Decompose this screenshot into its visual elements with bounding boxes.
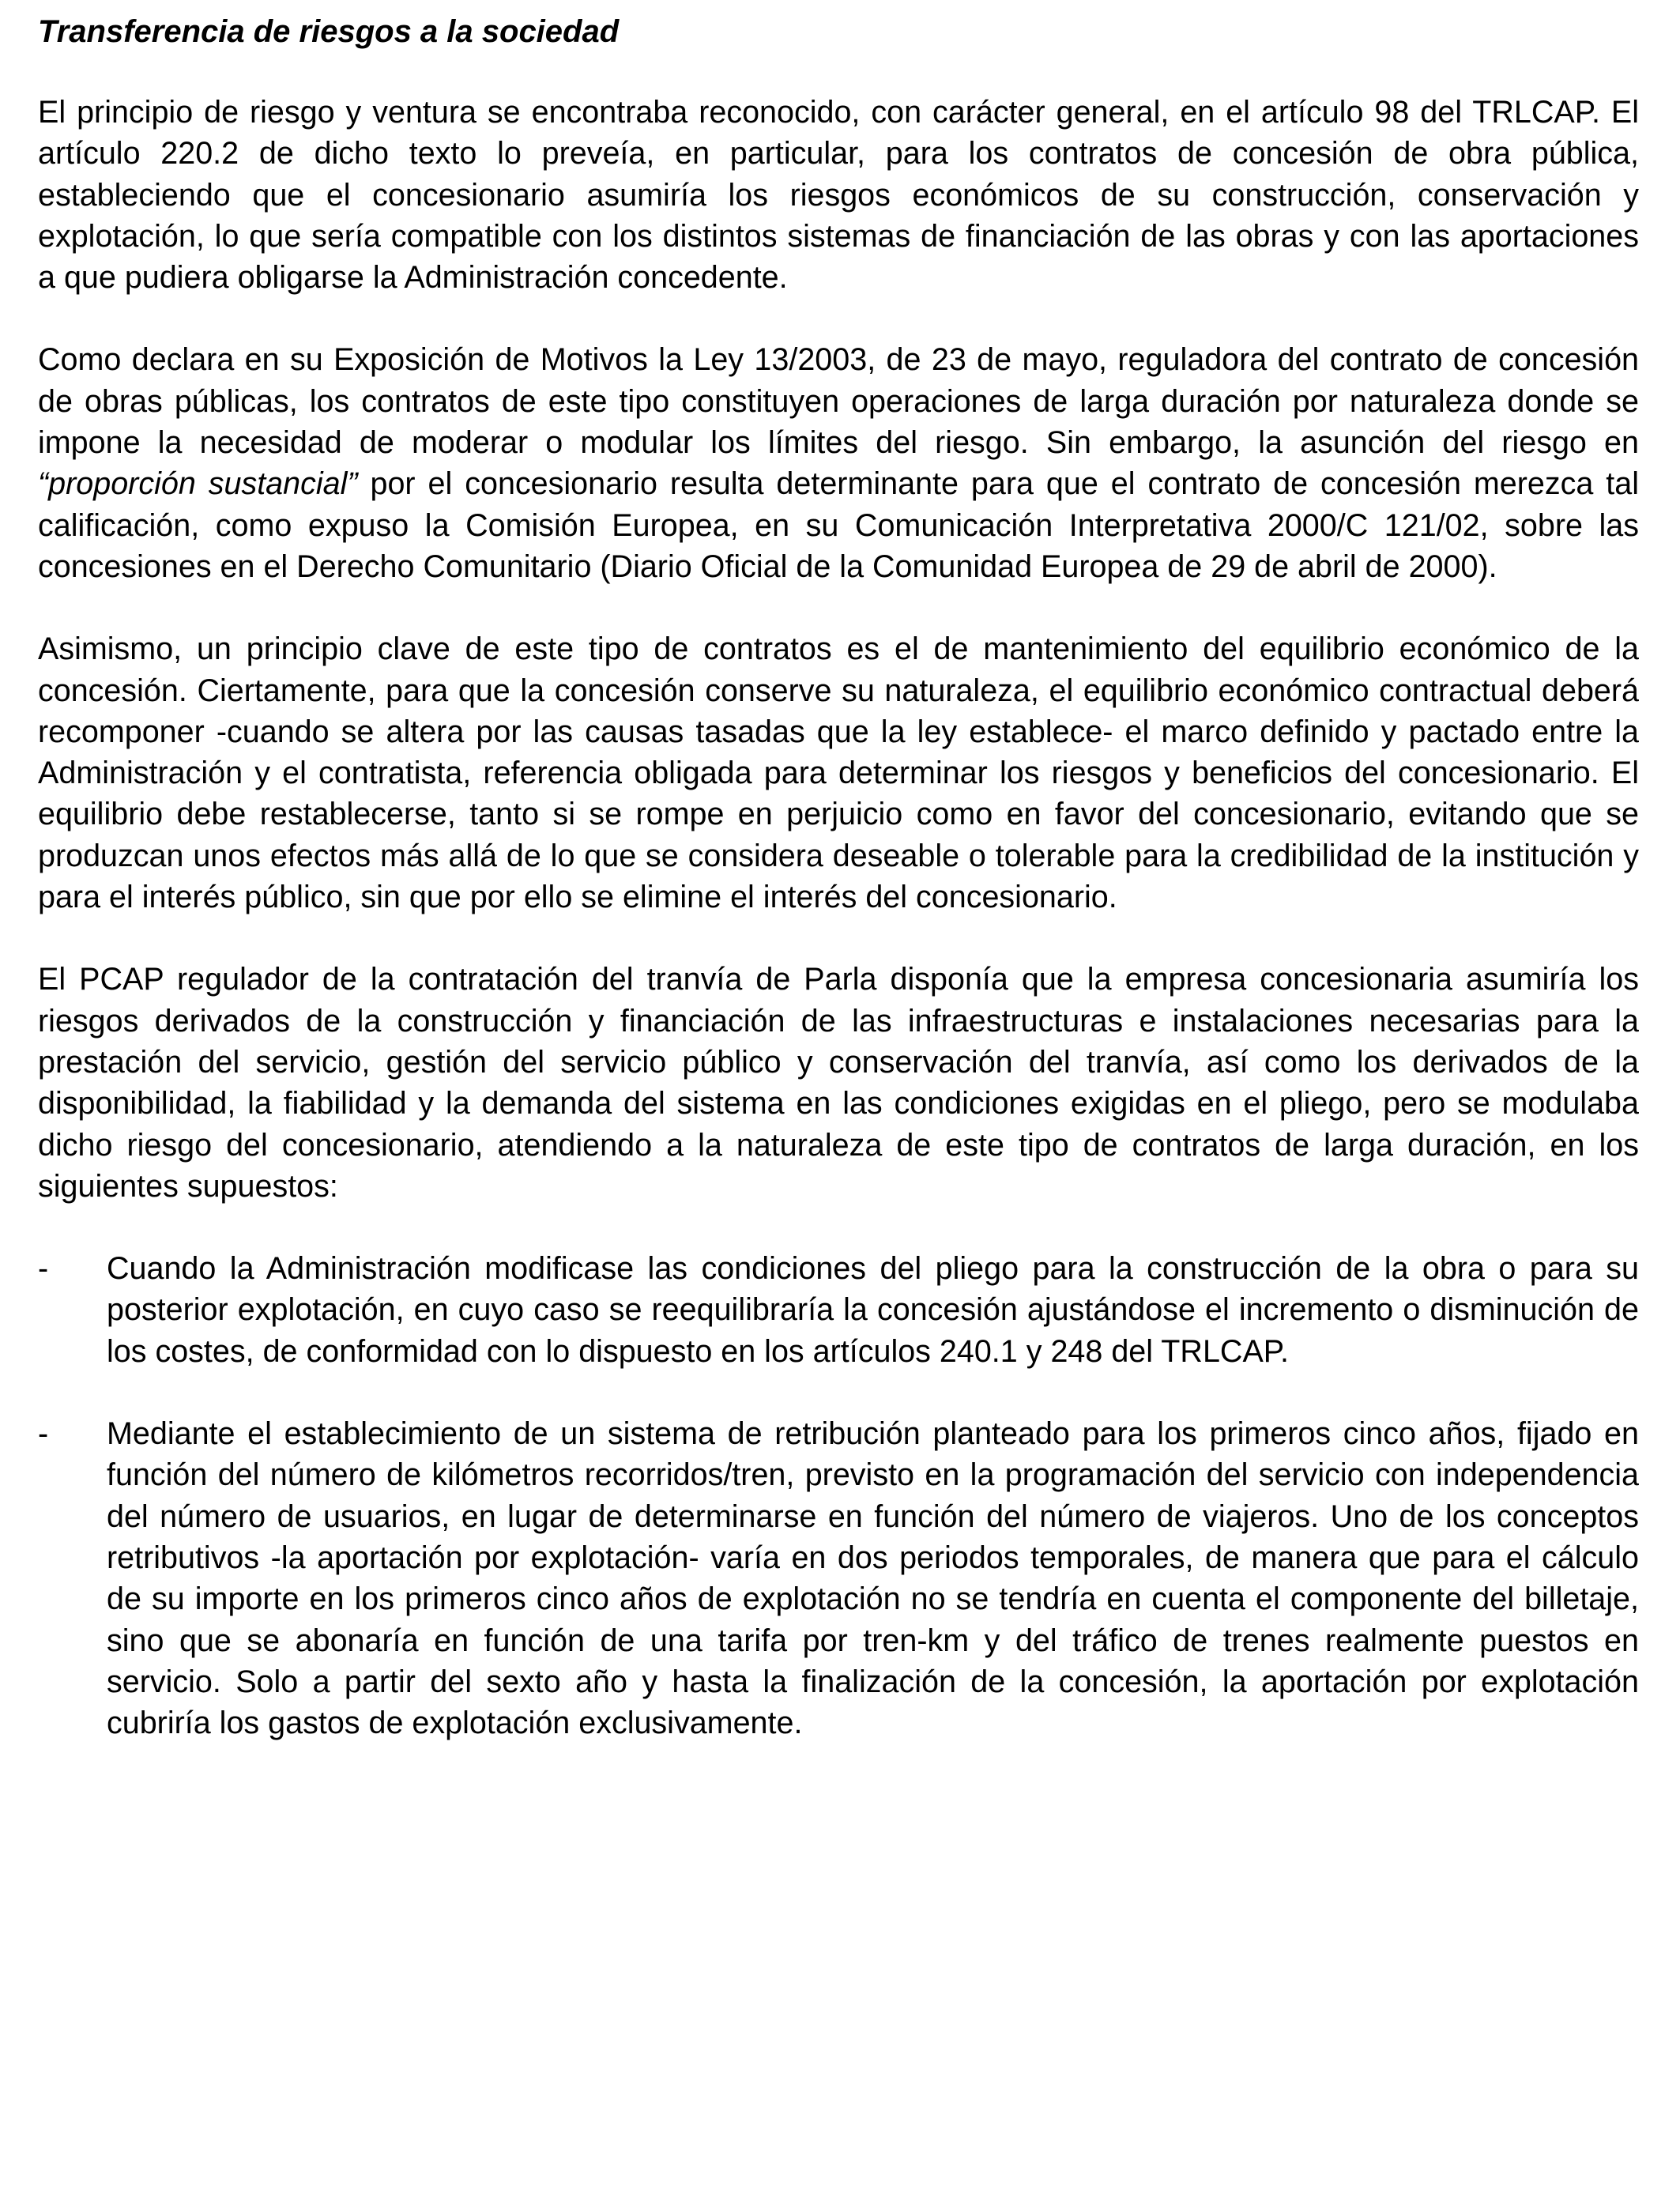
paragraph-text: por el concesionario resulta determinante para que el contrato de concesión merezca tal calificación, como expuso la Comisión Europea, en su Comunicación Interpretativa 2000/C 121/02, sobre las concesiones en el Derecho Comunitario (Diario Oficial de la Comunidad Europea de 29 de abril de 2000). (38, 466, 1639, 584)
paragraph-pcap: El PCAP regulador de la contratación del tranvía de Parla disponía que la empresa concesionaria asumiría los riesgos derivados de la construcción y financiación de las infraestructuras e instalaciones necesarias para la prestación del servicio, gestión del servicio público y conservación del tranvía, así como los derivados de la disponibilidad, la fiabilidad y la demanda del sistema en las condiciones exigidas en el pliego, pero se modulaba dicho riesgo del concesionario, atendiendo a la naturaleza de este tipo de contratos de larga duración, en los siguientes supuestos: (38, 962, 1639, 1204)
bullet-text: Mediante el establecimiento de un sistema de retribución planteado para los primeros cinco años, fijado en función del número de kilómetros recorridos/tren, previsto en la programación del servicio con independencia del número de usuarios, en lugar de determinarse en función del número de viajeros. Uno de los conceptos retributivos -la aportación por explotación- varía en dos periodos temporales, de manera que para el cálculo de su importe en los primeros cinco años de explotación no se tendría en cuenta el componente del billetaje, sino que se abonaría en función de una tarifa por tren-km y del tráfico de trenes realmente puestos en servicio. Solo a partir del sexto año y hasta la finalización de la concesión, la aportación por explotación cubriría los gastos de explotación exclusivamente. (107, 1416, 1639, 1741)
bullet-item (38, 1413, 1639, 1744)
bullet-item (38, 1248, 1639, 1372)
paragraph-equilibrio: Asimismo, un principio clave de este tipo de contratos es el de mantenimiento del equilibrio económico de la concesión. Ciertamente, para que la concesión conserve su naturaleza, el equilibrio económico contractual deberá recomponer -cuando se altera por las causas tasadas que la ley establece- el marco definido y pactado entre la Administración y el contratista, referencia obligada para determinar los riesgos y beneficios del concesionario. El equilibrio debe restablecerse, tanto si se rompe en perjuicio como en favor del concesionario, evitando que se produzcan unos efectos más allá de lo que se considera deseable o tolerable para la credibilidad de la institución y para el interés público, sin que por ello se elimine el interés del concesionario. (38, 631, 1639, 915)
paragraph-ley-13-2003 (38, 339, 1639, 587)
paragraph-riesgo-ventura: El principio de riesgo y ventura se encontraba reconocido, con carácter general, en el artículo 98 del TRLCAP. El artículo 220.2 de dicho texto lo preveía, en particular, para los contratos de concesión de obra pública, estableciendo que el concesionario asumiría los riesgos económicos de su construcción, conservación y explotación, lo que sería compatible con los distintos sistemas de financiación de las obras y con las aportaciones a que pudiera obligarse la Administración concedente. (38, 95, 1639, 296)
bullet-text: Cuando la Administración modificase las condiciones del pliego para la construcción de la obra o para su posterior explotación, en cuyo caso se reequilibraría la concesión ajustándose el incremento o disminución de los costes, de conformidad con lo dispuesto en los artículos 240.1 y 248 del TRLCAP. (107, 1251, 1639, 1369)
emphasis-quote: “proporción sustancial” (38, 466, 358, 502)
bullet-marker: - (38, 1251, 49, 1287)
bullet-marker: - (38, 1416, 49, 1452)
paragraph-text: Como declara en su Exposición de Motivos la Ley 13/2003, de 23 de mayo, reguladora del contrato de concesión de obras públicas, los contratos de este tipo constituyen operaciones de larga duración por naturaleza donde se impone la necesidad de moderar o modular los límites del riesgo. Sin embargo, la asunción del riesgo en (38, 342, 1639, 461)
section-title: Transferencia de riesgos a la sociedad (38, 14, 620, 49)
document-page (38, 11, 1639, 1785)
